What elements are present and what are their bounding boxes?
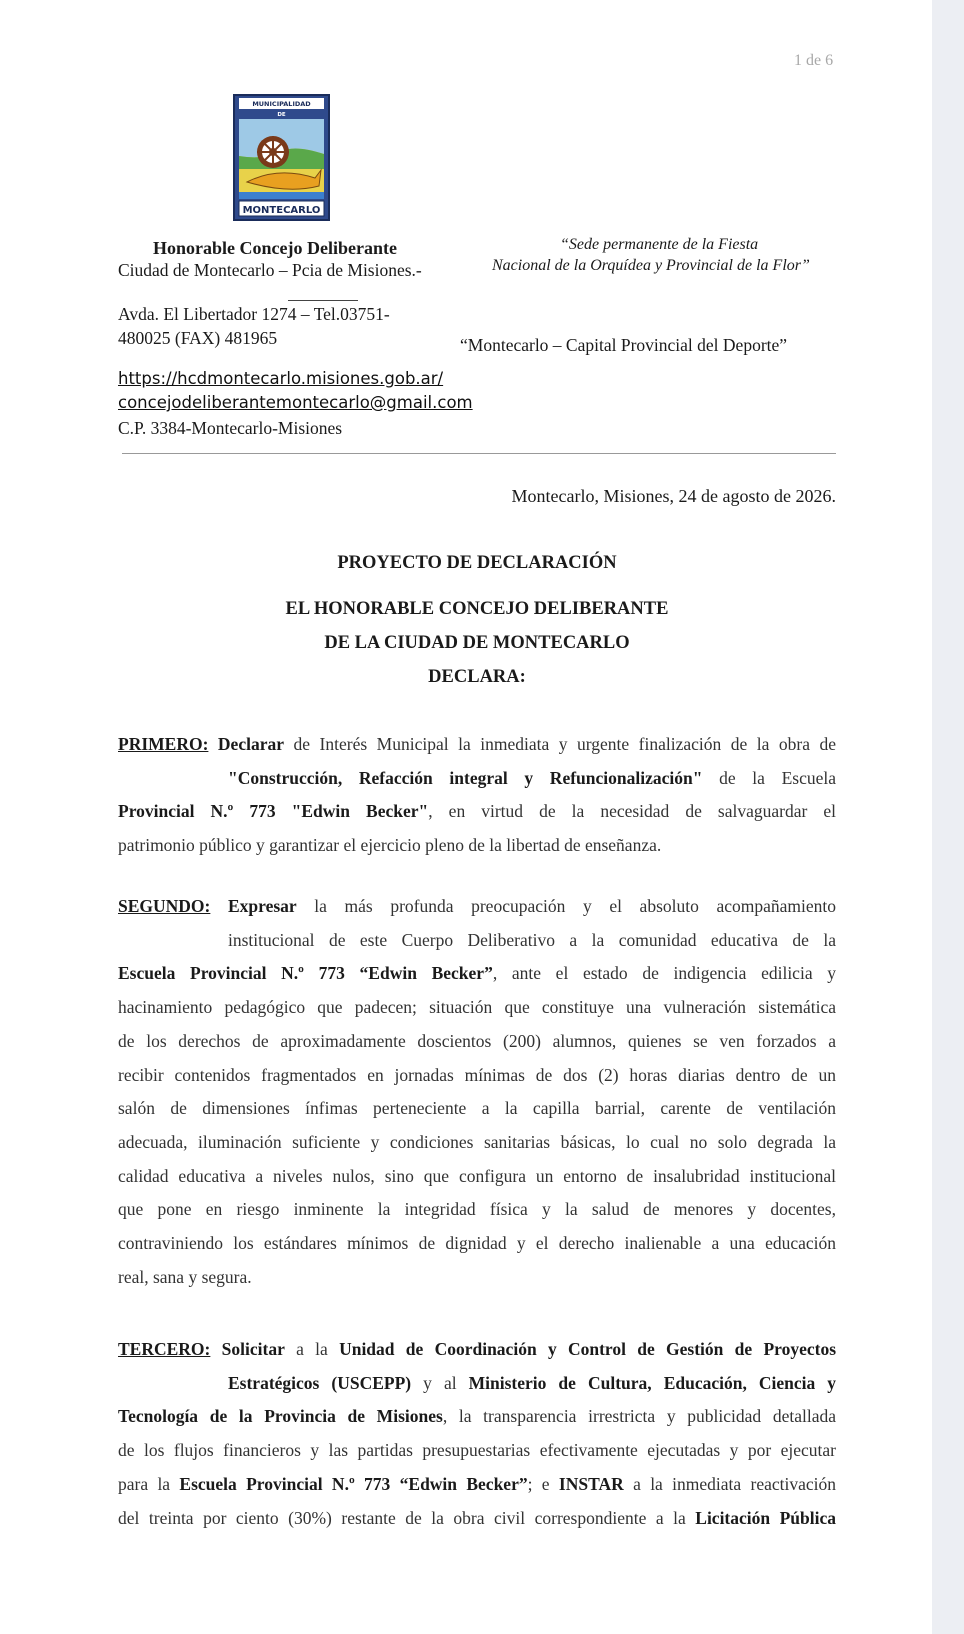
- tercero-line-2: Estratégicos (USCEPP) y al Ministerio de Cultura, Educación, Ciencia y: [228, 1372, 837, 1393]
- tercero-line-4: de los flujos financieros y las partidas presupuestarias efectivamente ejecutadas y por ejecutar: [118, 1440, 836, 1461]
- tercero-line-3: Tecnología de la Provincia de Misiones, la transparencia irrestricta y publicidad detallada: [118, 1406, 836, 1427]
- segundo-verb: Expresar: [227, 896, 297, 916]
- website-link[interactable]: https://hcdmontecarlo.misiones.gob.ar/: [118, 369, 444, 388]
- primero-line-2: "Construcción, Refacción integral y Refuncionalización" de la Escuela: [228, 767, 837, 788]
- tercero-school-name: Escuela Provincial N.º 773 “Edwin Becker”: [179, 1473, 528, 1494]
- address-line-2: 480025 (FAX) 481965: [118, 328, 278, 348]
- tercero-verb: Solicitar: [221, 1339, 285, 1359]
- document-title: PROYECTO DE DECLARACIÓN: [337, 553, 617, 573]
- tercero-line-5: para la Escuela Provincial N.º 773 “Edwin Becker”; e INSTAR a la inmediata reactivación: [118, 1473, 836, 1494]
- council-name: Honorable Concejo Deliberante: [153, 238, 397, 258]
- tercero-unit-name: Unidad de Coordinación y Control de Gestión de Proyectos: [339, 1339, 837, 1359]
- segundo-line-7: salón de dimensiones ínfimas perteneciente a la capilla barrial, carente de ventilación: [118, 1098, 836, 1119]
- municipality-logo: [233, 94, 330, 221]
- logo-bottom-text: MONTECARLO: [242, 205, 321, 216]
- primero-line-4: patrimonio público y garantizar el ejercicio pleno de la libertad de enseñanza.: [118, 835, 662, 856]
- motto-line-3: “Montecarlo – Capital Provincial del Deporte”: [460, 335, 788, 355]
- preamble-line-1: EL HONORABLE CONCEJO DELIBERANTE: [285, 599, 669, 619]
- header-short-divider: [288, 300, 358, 301]
- tercero-line-1: TERCERO: Solicitar a la Unidad de Coordinación y Control de Gestión de Proyectos: [118, 1339, 837, 1359]
- segundo-line-11: contraviniendo los estándares mínimos de dignidad y el derecho inalienable a una educación: [118, 1233, 836, 1254]
- segundo-line-1: SEGUNDO: Expresar la más profunda preocupación y el absoluto acompañamiento: [118, 896, 837, 916]
- segundo-line-10: que pone en riesgo inminente la integridad física y la salud de menores y docentes,: [118, 1199, 836, 1220]
- address-line-1: Avda. El Libertador 1274 – Tel.03751-: [118, 304, 390, 324]
- tercero-unit-acronym: Estratégicos (USCEPP): [228, 1372, 412, 1393]
- segundo-line-4: hacinamiento pedagógico que padecen; situación que constituye una vulneración sistemática: [118, 997, 836, 1018]
- segundo-line-6: recibir contenidos fragmentados en jornadas mínimas de dos (2) horas diarias dentro de un: [118, 1064, 836, 1085]
- article-tercero: [118, 1333, 836, 1535]
- tercero-ministry-province: Tecnología de la Provincia de Misiones: [118, 1406, 443, 1427]
- segundo-line-12: real, sana y segura.: [118, 1266, 252, 1287]
- segundo-line-2: institucional de este Cuerpo Deliberativo a la comunidad educativa de la: [228, 929, 836, 950]
- tercero-ministry-name: Ministerio de Cultura, Educación, Ciencia y: [468, 1372, 837, 1393]
- tercero-instar: INSTAR: [558, 1473, 624, 1494]
- page-number: 1 de 6: [794, 52, 834, 69]
- primero-line-1: PRIMERO: Declarar de Interés Municipal la inmediata y urgente finalización de la obra de: [118, 734, 837, 754]
- council-city: Ciudad de Montecarlo – Pcia de Misiones.-: [118, 260, 422, 280]
- primero-project-name: "Construcción, Refacción integral y Refuncionalización": [228, 767, 703, 788]
- tercero-tender: Licitación Pública: [695, 1507, 837, 1528]
- tercero-line-6: del treinta por ciento (30%) restante de la obra civil correspondiente a la Licitación Pública: [118, 1507, 837, 1528]
- primero-line-3: Provincial N.º 773 "Edwin Becker", en virtud de la necesidad de salvaguardar el: [118, 801, 836, 822]
- document-date: Montecarlo, Misiones, 24 de agosto de 2026.: [511, 486, 836, 506]
- viewer-side-band: [932, 0, 964, 1634]
- segundo-line-5: de los derechos de aproximadamente doscientos (200) alumnos, quienes se ven forzados a: [118, 1030, 836, 1051]
- preamble-line-3: DECLARA:: [428, 667, 526, 687]
- header-divider: [122, 453, 836, 454]
- segundo-line-3: Escuela Provincial N.º 773 “Edwin Becker”, ante el estado de indigencia edilicia y: [118, 963, 836, 984]
- primero-verb: Declarar: [217, 734, 284, 754]
- segundo-school-name: Escuela Provincial N.º 773 “Edwin Becker”: [118, 963, 493, 984]
- segundo-line-9: calidad educativa a niveles nulos, sino que configura un entorno de insalubridad institucional: [118, 1165, 836, 1186]
- article-label: TERCERO:: [118, 1339, 211, 1359]
- logo-top-text: MUNICIPALIDAD: [252, 100, 311, 108]
- segundo-line-8: adecuada, iluminación suficiente y condiciones sanitarias básicas, lo cual no solo degrada la: [118, 1131, 836, 1152]
- postal-code: C.P. 3384-Montecarlo-Misiones: [118, 418, 343, 438]
- primero-school-name: Provincial N.º 773 "Edwin Becker": [118, 801, 429, 822]
- article-primero: [118, 728, 836, 863]
- email-link[interactable]: concejodeliberantemontecarlo@gmail.com: [118, 393, 473, 412]
- motto-line-2: Nacional de la Orquídea y Provincial de la Flor”: [492, 257, 810, 274]
- logo-mid-text: DE: [277, 112, 286, 118]
- article-segundo: [118, 890, 836, 1294]
- motto-line-1: “Sede permanente de la Fiesta: [560, 236, 759, 253]
- article-label: SEGUNDO:: [118, 896, 211, 916]
- preamble-line-2: DE LA CIUDAD DE MONTECARLO: [324, 633, 630, 653]
- article-label: PRIMERO:: [118, 734, 209, 754]
